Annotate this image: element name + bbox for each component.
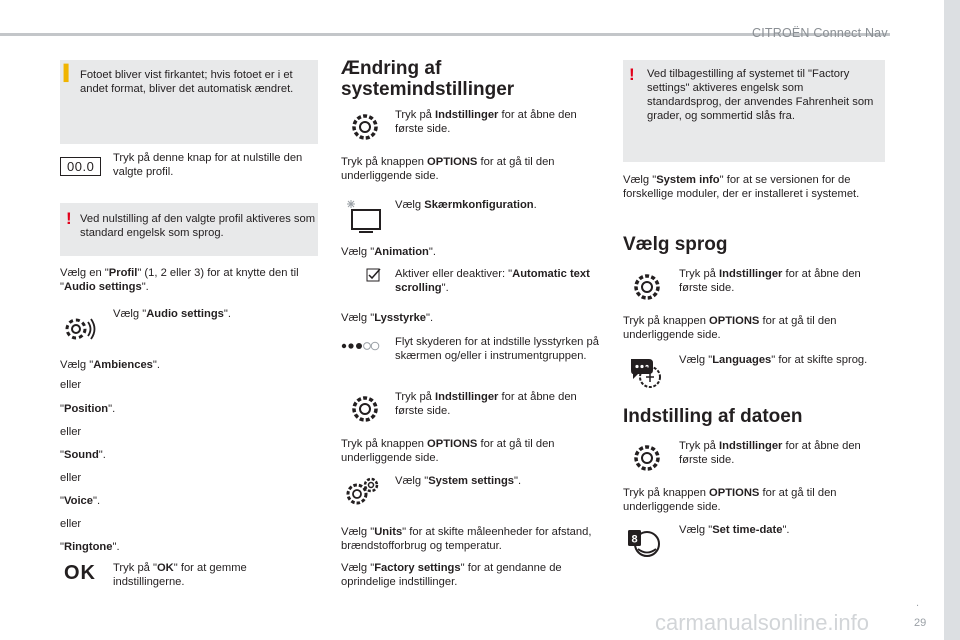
header-rule-left [0,33,480,36]
step-system-settings: Vælg "System settings". [395,475,522,487]
step-options-2: Tryk på knappen OPTIONS for at gå til den underliggende side. [341,438,555,464]
lang-step-select: Vælg "Languages" for at skifte sprog. [679,354,868,366]
step-screen-config: Vælg Skærmkonfiguration. [395,199,537,211]
settings-gear-icon[interactable] [350,112,380,142]
date-step-options: Tryk på knappen OPTIONS for at gå til den underliggende side. [623,487,837,513]
ok-button[interactable]: OK [64,562,96,584]
brand-title: CITROËN Connect Nav [752,26,888,40]
reset-text: Tryk på denne knap for at nulstille den valgte profil. [113,152,303,178]
info-text-photo: Fotoet bliver vist firkantet; hvis fotoet er i et andet format, bliver det automatisk ændret. [80,69,294,95]
info-icon: ▍ [64,65,76,82]
language-icon[interactable] [627,355,667,391]
warning-box-reset [60,203,318,256]
warning-text-factory: Ved tilbagestilling af systemet til "Factory settings" aktiveres engelsk som standardsprog, der anvendes Fahrenheit som grader, og sommertid slås fra. [647,68,874,122]
warning-text-reset: Ved nulstilling af den valgte profil aktiveres som standard engelsk som sprog. [80,213,316,239]
settings-gear-icon-3[interactable] [632,272,662,302]
lang-step-open-settings: Tryk på Indstillinger for at åbne den første side. [679,268,861,294]
profile-instruction: Vælg en "Profil" (1, 2 eller 3) for at knytte den til "Audio settings". [60,267,299,293]
position-text: "Position". [60,403,116,415]
settings-gear-icon-4[interactable] [632,443,662,473]
or-text-2: eller [60,426,82,438]
step-options-1: Tryk på knappen OPTIONS for at gå til den underliggende side. [341,156,555,182]
settings-gear-icon-2[interactable] [350,394,380,424]
warning-icon-2: ! [629,65,635,84]
or-text-3: eller [60,472,82,484]
ok-text: Tryk på "OK" for at gemme indstillingerne. [113,562,247,588]
ambiences-text: Vælg "Ambiences". [60,359,160,371]
lang-step-options: Tryk på knappen OPTIONS for at gå til den underliggende side. [623,315,837,341]
reset-00-button[interactable]: 00.0 [60,157,101,176]
heading-date: Indstilling af datoen [623,406,803,427]
heading-language: Vælg sprog [623,234,728,255]
sound-text: "Sound". [60,449,106,461]
screen-config-icon[interactable] [342,198,384,234]
info-box-photo [60,60,318,144]
page-number: 29 [914,617,927,629]
or-text-4: eller [60,518,82,530]
audio-settings-text: Vælg "Audio settings". [113,308,231,320]
step-system-info: Vælg "System info" for at se versionen for de forskellige moduler, der er installeret i systemet. [623,174,860,200]
step-animation: Vælg "Animation". [341,246,436,258]
date-step-open-settings: Tryk på Indstillinger for at åbne den første side. [679,440,861,466]
voice-text: "Voice". [60,495,101,507]
warning-box-factory [623,60,885,162]
clock-icon[interactable] [625,524,665,560]
system-settings-icon[interactable] [345,476,381,508]
step-open-settings-2: Tryk på Indstillinger for at åbne den første side. [395,391,577,417]
audio-settings-icon[interactable] [62,313,100,345]
step-open-settings-1: Tryk på Indstillinger for at åbne den første side. [395,109,577,135]
watermark: carmanualsonline.info [655,610,870,635]
heading-system-settings: Ændring af systemindstillinger [341,58,515,100]
date-step-set-time: Vælg "Set time-date". [679,524,790,536]
brightness-slider-icon[interactable] [340,341,380,351]
svg-text:8: 8 [631,533,638,546]
step-slider: Flyt skyderen for at indstille lysstyrken på skærmen og/eller i instrumentgruppen. [395,336,599,362]
warning-icon: ! [66,209,72,228]
step-auto-scroll: Aktiver eller deaktiver: "Automatic text scrolling". [395,268,590,294]
step-brightness: Vælg "Lysstyrke". [341,312,434,324]
checkbox-icon[interactable] [366,268,382,282]
step-units: Vælg "Units" for at skifte måleenheder for afstand, brændstofforbrug og temperatur. [341,526,592,552]
ringtone-text: "Ringtone". [60,541,120,553]
page-edge-tab [944,0,960,640]
or-text-1: eller [60,379,82,391]
step-factory-settings: Vælg "Factory settings" for at gendanne de oprindelige indstillinger. [341,562,562,588]
page-dot: . [916,597,920,609]
